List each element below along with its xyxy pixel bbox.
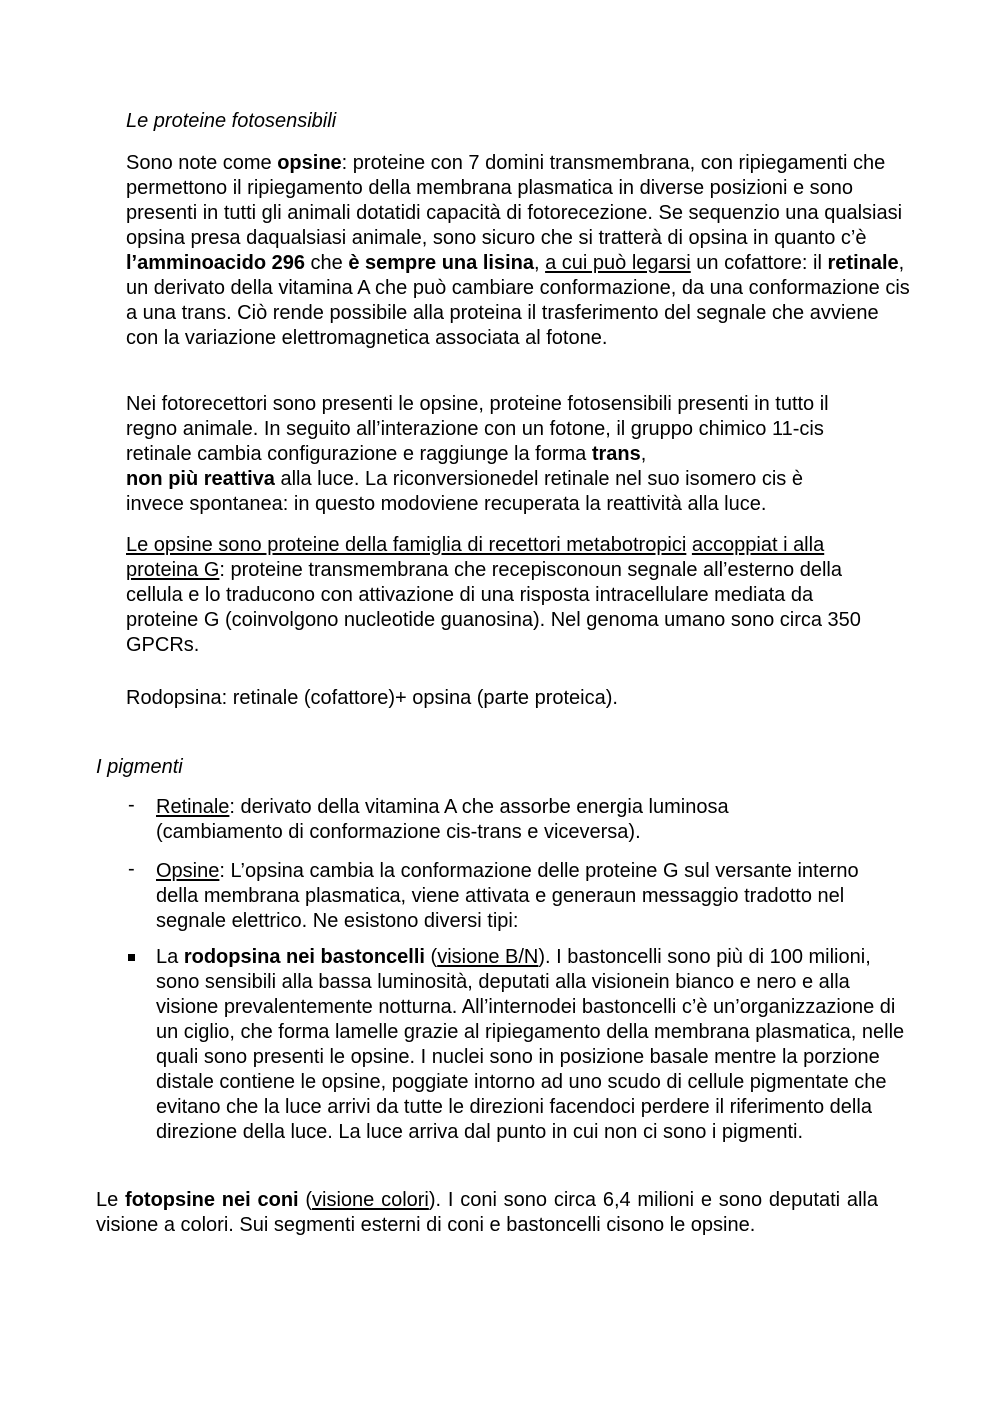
paragraph-fotopsine: Le fotopsine nei coni (visione colori). I coni sono circa 6,4 milioni e sono deputati alla visione a colori. Sui segmenti esterni di coni e bastoncelli cisono le opsine. — [96, 1189, 878, 1236]
list-dash-marker: - — [128, 858, 135, 880]
heading-proteine-fotosensibili: Le proteine fotosensibili — [126, 110, 337, 132]
list-item-opsine: Opsine: L’opsina cambia la conformazione delle proteine G sul versante interno della membrana plasmatica, viene attivata e generaun messaggio tradotto nel segnale elettrico. Ne esistono diversi tipi: — [156, 860, 859, 932]
paragraph-rodopsina: Rodopsina: retinale (cofattore)+ opsina (parte proteica). — [126, 687, 618, 709]
heading-pigmenti: I pigmenti — [96, 756, 183, 778]
list-dash-marker: - — [128, 794, 135, 816]
square-bullet-icon — [128, 954, 135, 961]
paragraph-opsine: Sono note come opsine: proteine con 7 domini transmembrana, con ripiegamenti che permettono il ripiegamento della membrana plasmatica in diverse posizioni e sono presenti in tutti gli animali dotatidi capacità di fotorecezione. Se sequenzio una qualsiasi opsina presa daqualsiasi animale, sono sicuro che si tratterà di opsina in quanto c’è l’amminoacido 296 che è sempre una lisina, a cui può legarsi un cofattore: il retinale, un derivato della vitamina A che può cambiare conformazione, da una conformazione cis a una trans. Ciò rende possibile alla proteina il trasferimento del segnale che avviene con la variazione elettromagnetica associata al fotone. — [126, 152, 910, 349]
paragraph-fotorecettori: Nei fotorecettori sono presenti le opsine, proteine fotosensibili presenti in tutto il regno animale. In seguito all’interazione con un fotone, il gruppo chimico 11-cis retinale cambia configurazione e raggiunge la forma trans, non più reattiva alla luce. La riconversionedel retinale nel suo isomero cis è invece spontanea: in questo modoviene recuperata la reattività alla luce. — [126, 393, 829, 515]
list-item-retinale: Retinale: derivato della vitamina A che assorbe energia luminosa (cambiamento di conformazione cis-trans e viceversa). — [156, 796, 729, 843]
list-item-rodopsina: La rodopsina nei bastoncelli (visione B/N). I bastoncelli sono più di 100 milioni, sono sensibili alla bassa luminosità, deputati alla visionein bianco e nero e alla visione prevalentemente notturna. All’internodei bastoncelli c’è un’organizzazione di un ciglio, che forma lamelle grazie al ripiegamento della membrana plasmatica, nelle quali sono presenti le opsine. I nuclei sono in posizione basale mentre la porzione distale contiene le opsine, poggiate intorno ad uno scudo di cellule pigmentate che evitano che la luce arrivi da tutte le direzioni facendoci perdere il riferimento della direzione della luce. La luce arriva dal punto in cui non ci sono i pigmenti. — [156, 946, 905, 1143]
paragraph-gpcr: Le opsine sono proteine della famiglia di recettori metabotropici accoppiat i alla proteina G: proteine transmembrana che recepisconoun segnale all’esterno della cellula e lo traducono con attivazione di una risposta intracellulare mediata da proteine G (coinvolgono nucleotide guanosina). Nel genoma umano sono circa 350 GPCRs. — [126, 534, 861, 656]
